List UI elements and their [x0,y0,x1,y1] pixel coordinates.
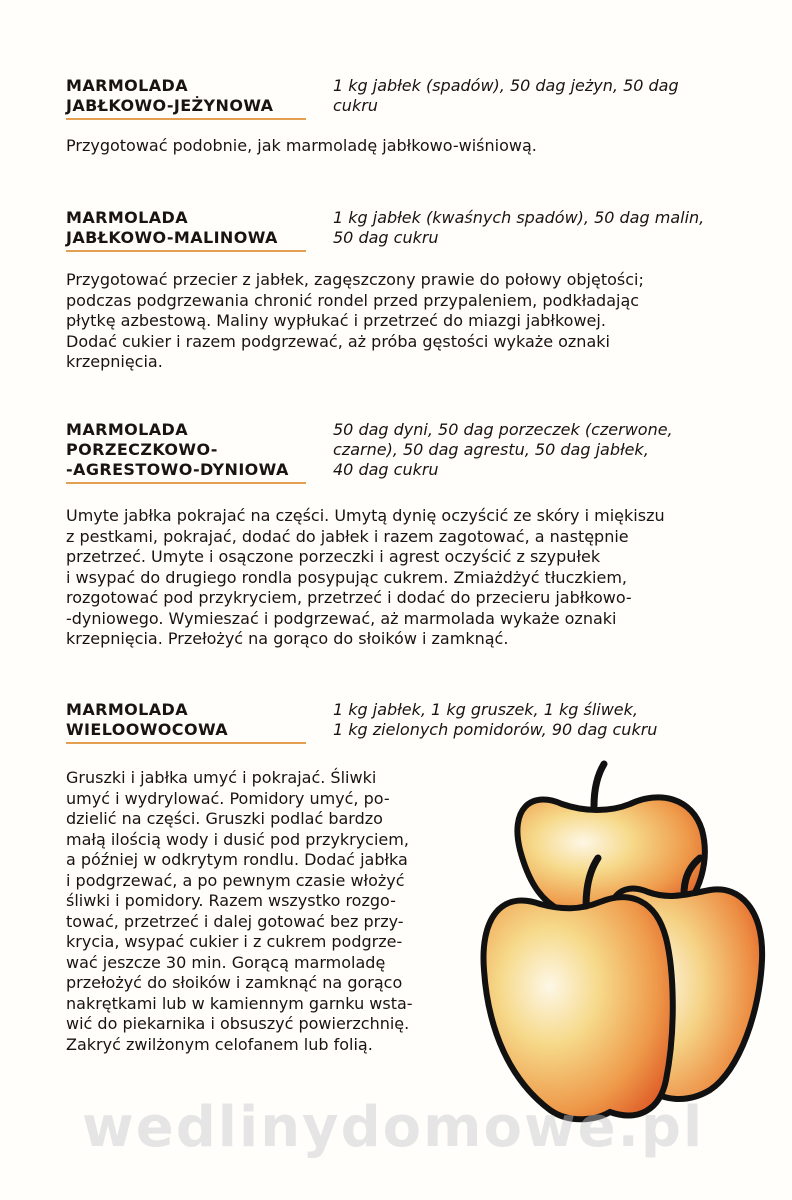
recipe-method [66,506,736,650]
method-line: Dodać cukier i razem podgrzewać, aż próba gęstości wykaże oznaki [66,331,610,351]
recipe-title-block [66,700,306,740]
method-line: dzielić na części. Gruszki podlać bardzo [66,809,383,828]
recipe-title [66,208,306,248]
recipe-method [66,270,736,373]
title-underline [66,118,306,120]
method-line: śliwki i pomidory. Razem wszystko rozgo- [66,891,396,910]
recipe-ingredients [333,208,735,248]
method-line: nakrętkami lub w kamiennym garnku wsta- [66,993,413,1013]
recipe-title-line: MARMOLADA [66,76,188,95]
recipe-jablkowo-jezynowa [66,76,736,166]
recipe-title [66,420,306,480]
method-line: krzepnięcia. [66,352,163,371]
recipe-jablkowo-malinowa [66,208,736,378]
method-line: Przygotować podobnie, jak marmoladę jabłkowo-wiśniową. [66,136,537,155]
ingredients-line: 50 dag dyni, 50 dag porzeczek (czerwone, [333,420,673,439]
recipe-title-line: PORZECZKOWO- [66,440,218,459]
apples-illustration [470,760,770,1140]
method-line: podczas podgrzewania chronić rondel przed przypaleniem, podkładając [66,290,640,310]
method-line: przetrzeć. Umyte i osączone porzeczki i agrest oczyścić z szypułek [66,547,601,566]
method-line: przełożyć do słoików i zamknąć na gorąco [66,973,403,992]
method-line: wać jeszcze 30 min. Gorącą marmoladę [66,952,386,972]
ingredients-line: cukru [333,96,378,115]
recipe-title-block [66,420,306,480]
watermark: wedlinydomowe.pl [82,1095,705,1160]
recipe-ingredients [333,700,735,740]
recipe-title [66,76,306,116]
ingredients-line: 1 kg jabłek (kwaśnych spadów), 50 dag malin, [333,208,705,227]
method-line: Umyte jabłka pokrajać na części. Umytą dynię oczyścić ze skóry i miękiszu [66,506,665,525]
ingredients-line: 50 dag cukru [333,228,439,247]
title-underline [66,482,306,484]
recipe-title [66,700,306,740]
recipe-title-line: MARMOLADA [66,208,188,227]
method-line: a później w odkrytym rondlu. Dodać jabłka [66,850,408,869]
recipe-title-line: -AGRESTOWO-DYNIOWA [66,460,289,479]
recipe-title-line: MARMOLADA [66,700,188,719]
ingredients-line: 40 dag cukru [333,460,439,479]
recipe-title-line: WIELOOWOCOWA [66,720,229,739]
method-line: małą ilością wody i dusić pod przykryciem, [66,829,409,849]
method-line: i wsypać do drugiego rondla posypując cukrem. Zmiażdżyć tłuczkiem, [66,567,627,587]
method-line: krzepnięcia. Przełożyć na gorąco do słoików i zamknąć. [66,629,509,648]
recipe-method [66,136,736,157]
apple-back [517,764,704,910]
title-underline [66,250,306,252]
recipe-ingredients [333,76,735,116]
method-line: umyć i wydrylować. Pomidory umyć, po- [66,788,390,808]
recipe-title-line: MARMOLADA [66,420,188,439]
recipe-porzeczkowo-agrestowo-dyniowa [66,420,736,650]
method-line: Gruszki i jabłka umyć i pokrajać. Śliwki [66,768,377,787]
method-line: z pestkami, pokrajać, dodać do jabłek i razem zagotować, a następnie [66,526,629,546]
method-line: krycia, wsypać cukier i z cukrem podgrze- [66,932,403,951]
recipe-method [66,768,442,1055]
method-line: Przygotować przecier z jabłek, zagęszczony prawie do połowy objętości; [66,270,644,289]
title-underline [66,742,306,744]
method-line: Zakryć zwilżonym celofanem lub folią. [66,1034,373,1054]
recipe-ingredients [333,420,735,480]
ingredients-line: 1 kg jabłek, 1 kg gruszek, 1 kg śliwek, [333,700,638,719]
recipe-title-line: JABŁKOWO-MALINOWA [66,228,278,247]
recipe-title-block [66,208,306,248]
method-line: i podgrzewać, a po pewnym czasie włożyć [66,870,405,890]
ingredients-line: czarne), 50 dag agrestu, 50 dag jabłek, [333,440,649,459]
method-line: rozgotować pod przykryciem, przetrzeć i dodać do przecieru jabłkowo- [66,588,632,607]
method-line: wić do piekarnika i obsuszyć powierzchnię. [66,1014,410,1033]
method-line: -dyniowego. Wymieszać i podgrzewać, aż marmolada wykaże oznaki [66,608,617,628]
recipe-title-line: JABŁKOWO-JEŻYNOWA [66,96,274,115]
method-line: płytkę azbestową. Maliny wypłukać i przetrzeć do miazgi jabłkowej. [66,311,606,330]
ingredients-line: 1 kg zielonych pomidorów, 90 dag cukru [333,720,658,739]
ingredients-line: 1 kg jabłek (spadów), 50 dag jeżyn, 50 dag [333,76,679,95]
method-line: tować, przetrzeć i dalej gotować bez przy- [66,911,404,931]
recipe-title-block [66,76,306,116]
